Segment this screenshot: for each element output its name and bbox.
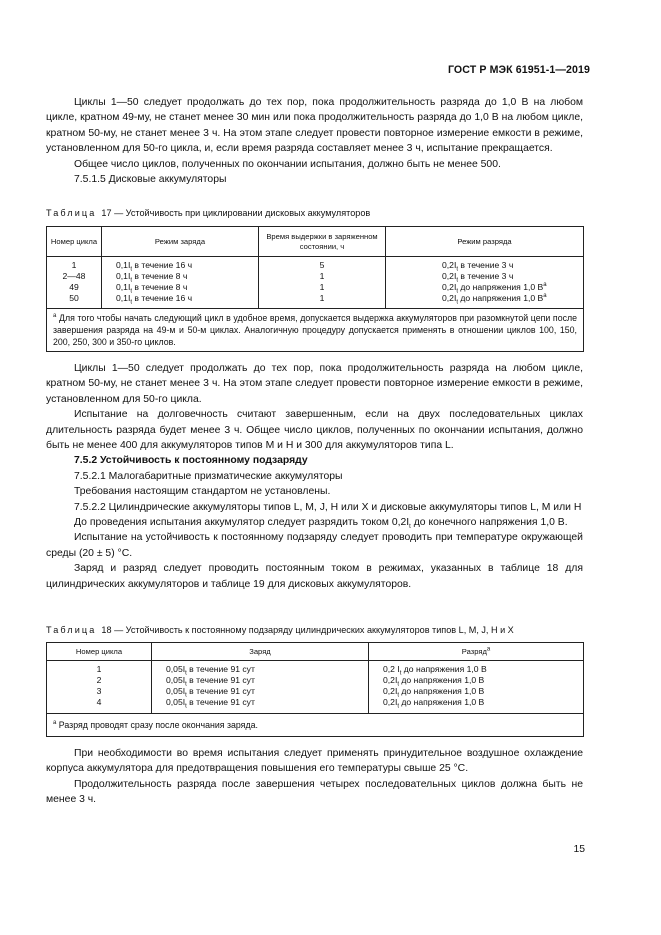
table18 <box>46 642 584 737</box>
section-cooling-text <box>46 746 583 808</box>
paragraph-charge-discharge: Заряд и разряд следует проводить постоянным током в режимах, указанных в таблице 18 для цилиндрических аккумуляторов и таблице 19 для дисковых аккумуляторов. <box>46 563 583 590</box>
table-row: 5 <box>319 260 325 270</box>
table17 <box>46 226 584 352</box>
table18-header-charge: Заряд <box>152 643 369 661</box>
table18-body-row <box>47 661 584 714</box>
heading-7-5-1-5: 7.5.1.5 Дисковые аккумуляторы <box>74 174 227 186</box>
table-row: $0,1I_t$ в течение 16 ч <box>116 260 193 273</box>
table-row: 1 <box>96 664 102 674</box>
table17-body-row <box>47 257 584 309</box>
table-row: 2 <box>96 675 102 685</box>
section-endurance-text <box>46 361 583 592</box>
table18-charge-cell <box>152 661 369 714</box>
table17-header-cycle: Номер цикла <box>47 227 102 257</box>
section-cycling-text <box>46 95 583 187</box>
table-row: 4 <box>96 697 102 707</box>
table-row: $0,05I_t$ в течение 91 сут <box>166 697 255 710</box>
table18-header-discharge: Разряд$^а$ <box>369 643 584 661</box>
table-row: $0,1I_t$ в течение 8 ч <box>116 282 188 295</box>
table17-caption-prefix: Таблица <box>46 208 97 218</box>
paragraph-total-cycles: Общее число циклов, полученных по окончании испытания, должно быть не менее 500. <box>74 158 501 170</box>
table18-discharge-cell <box>369 661 584 714</box>
table18-header-cycle: Номер цикла <box>47 643 152 661</box>
table-row: 50 <box>69 293 79 303</box>
table17-cycle-cell <box>47 257 102 309</box>
table17-footnote: $^а$ Для того чтобы начать следующий цикл в удобное время, допускается выдержка аккумуляторов при разомкнутой цепи после завершения разряда на 49-м и 50-м циклах. Аналогичную процедуру допускается применять в отношении циклов 100, 150, 200, 250, 300 и 350-го циклов. <box>47 309 584 352</box>
table17-discharge-cell <box>386 257 584 309</box>
table-row: 2—48 <box>62 271 86 281</box>
table18-caption-prefix: Таблица <box>46 625 97 635</box>
paragraph-endurance-complete: Испытание на долговечность считают завершенным, если на двух последовательных циклах длительность разряда будет менее 3 ч. Общее число циклов, полученных по окончании испытания, должно быть не менее 400 для аккумуляторов типов M и H и 300 для аккумуляторов типа L. <box>46 409 583 452</box>
table17-rest-cell <box>259 257 386 309</box>
paragraph-forced-cooling: При необходимости во время испытания следует применять принудительное воздушное охлаждение корпуса аккумулятора для предотвращения повышения его температуры свыше 25 °С. <box>46 748 583 775</box>
table-row: $0,2I_t$ в течение 3 ч <box>442 260 514 273</box>
paragraph-pre-discharge: До проведения испытания аккумулятор следует разрядить током $0,2I_t$ до конечного напряжения 1,0 В. <box>74 517 568 531</box>
table-row: $0,2I_t$ в течение 3 ч <box>442 271 514 284</box>
table-row: 1 <box>319 271 325 281</box>
table-row: $0,2I_t$ до напряжения 1,0 $В^а$ <box>442 282 547 295</box>
paragraph-discharge-duration: Продолжительность разряда после завершения четырех последовательных циклов должна быть не менее 3 ч. <box>46 778 583 806</box>
heading-7-5-2-1: 7.5.2.1 Малогабаритные призматические аккумуляторы <box>74 470 343 482</box>
table-row: $0,05I_t$ в течение 91 сут <box>166 675 255 688</box>
table-row: $0,05I_t$ в течение 91 сут <box>166 686 255 699</box>
heading-7-5-2-2: 7.5.2.2 Цилиндрические аккумуляторы типов L, M, J, H или X и дисковые аккумуляторы типов L, M или H <box>74 501 582 513</box>
table-row: 1 <box>319 293 325 303</box>
page-number: 15 <box>573 844 585 855</box>
table-row: 1 <box>319 282 325 292</box>
paragraph-cycles-disc: Циклы 1—50 следует продолжать до тех пор, пока продолжительность разряда на любом цикле, кратном 50-му, не станет менее 3 ч. На этом этапе следует провести повторное измерение емкости в режиме, установленном для 50-го цикла. <box>46 363 583 405</box>
table18-caption <box>46 624 514 636</box>
paragraph-not-established: Требования настоящим стандартом не установлены. <box>74 486 331 498</box>
paragraph-cycles-1-50: Циклы 1—50 следует продолжать до тех пор, пока продолжительность разряда до 1,0 В на любом цикле, кратном 49-му, не станет менее 30 мин или пока продолжительность разряда до 1,0 В на любом цикле, кратном 50-му, не станет менее 3 ч. На этом этапе следует провести повторное измерение емкости в режиме, установленном для 50-го цикла, и, если время разряда составляет менее 3 ч, испытание прекращается. <box>46 97 583 155</box>
table17-header-discharge: Режим разряда <box>386 227 584 257</box>
table18-cycle-cell <box>47 661 152 714</box>
table-row: $0,2I_t$ до напряжения 1,0 В <box>383 686 485 699</box>
table-row: 3 <box>96 686 102 696</box>
table17-caption-text: 17 — Устойчивость при циклировании дисковых аккумуляторов <box>101 208 371 218</box>
table-row: $0,2I_t$ до напряжения 1,0 $В^а$ <box>442 293 547 306</box>
table-row: $0,2I_t$ до напряжения 1,0 В <box>383 697 485 710</box>
heading-7-5-2: 7.5.2 Устойчивость к постоянному подзаряду <box>74 455 308 467</box>
paragraph-temperature: Испытание на устойчивость к постоянному подзаряду следует проводить при температуре окружающей среды (20 ± 5) °С. <box>46 532 583 559</box>
table-row: $0,1I_t$ в течение 16 ч <box>116 293 193 306</box>
table17-charge-cell <box>102 257 259 309</box>
table17-caption <box>46 207 370 219</box>
table-row: 49 <box>69 282 79 292</box>
table18-footnote: $^а$ Разряд проводят сразу после окончания заряда. <box>47 714 584 737</box>
table18-caption-text: 18 — Устойчивость к постоянному подзаряду цилиндрических аккумуляторов типов L, M, J, H и X <box>101 625 514 635</box>
table17-header-charge: Режим заряда <box>102 227 259 257</box>
table-row: 1 <box>71 260 77 270</box>
table-row: $0,05I_t$ в течение 91 сут <box>166 664 255 677</box>
table-row: 0,2 $I_t$ до напряжения 1,0 В <box>383 664 487 677</box>
document-id-header: ГОСТ Р МЭК 61951-1—2019 <box>447 64 590 76</box>
table-row: $0,1I_t$ в течение 8 ч <box>116 271 188 284</box>
table17-header-rest: Время выдержки в заряженном состоянии, ч <box>259 227 386 257</box>
table-row: $0,2I_t$ до напряжения 1,0 В <box>383 675 485 688</box>
